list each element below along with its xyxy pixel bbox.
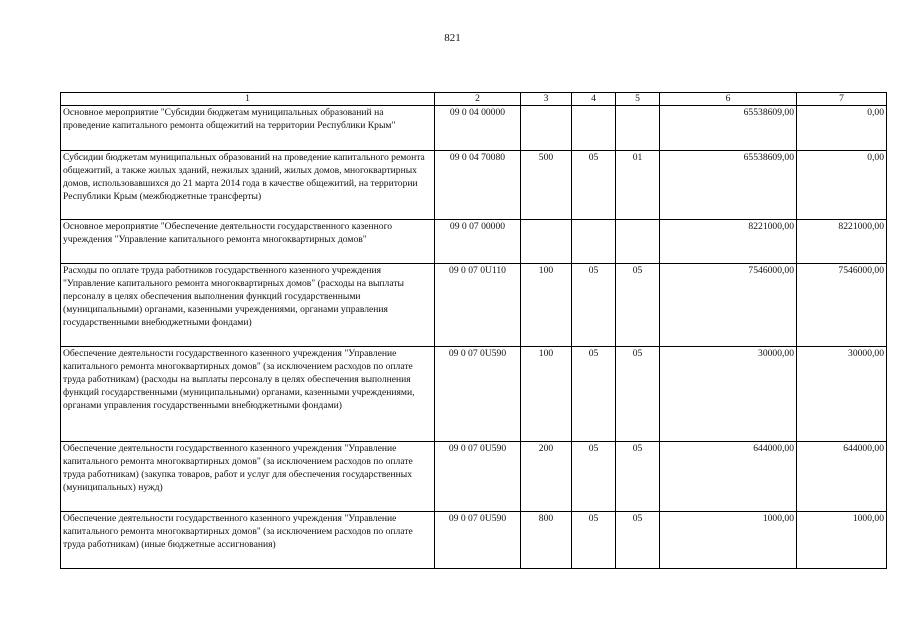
row-code: 09 0 04 70080: [435, 151, 521, 220]
header-cell: 7: [797, 93, 887, 106]
row-name: Основное мероприятие "Субсидии бюджетам муниципальных образований на проведение капитального ремонта общежитий на территории Республики Крым": [61, 106, 435, 151]
row-name: Расходы по оплате труда работников государственного казенного учреждения "Управление капитального ремонта многоквартирных домов" (расходы на выплаты персоналу в целях обеспечения выполнения функций государственными (муниципальными) органами, казенными учреждениями, органами управления государственными внебюджетными фондами): [61, 264, 435, 347]
row-col4: [572, 106, 616, 151]
row-code: 09 0 07 00000: [435, 220, 521, 264]
row-name: Субсидии бюджетам муниципальных образований на проведение капитального ремонта общежитий, а также жилых зданий, нежилых зданий, жилых домов, многоквартирных домов, использовавшихся до 21 марта 2014 года в качестве общежитий, на территории Республики Крым (межбюджетные трансферты): [61, 151, 435, 220]
row-col4: 05: [572, 264, 616, 347]
row-amount-1: 644000,00: [660, 442, 797, 512]
table-row: [61, 442, 887, 512]
row-name: Обеспечение деятельности государственного казенного учреждения "Управление капитального ремонта многоквартирных домов" (за исключением расходов по оплате труда работникам) (иные бюджетные ассигнования): [61, 512, 435, 569]
row-col4: 05: [572, 151, 616, 220]
header-cell: 3: [521, 93, 572, 106]
row-amount-1: 30000,00: [660, 347, 797, 442]
row-col3: 500: [521, 151, 572, 220]
row-code: 09 0 07 0U590: [435, 347, 521, 442]
row-amount-2: 0,00: [797, 151, 887, 220]
row-col5: 05: [616, 347, 660, 442]
header-cell: 6: [660, 93, 797, 106]
table-row: [61, 512, 887, 569]
table-row: [61, 220, 887, 264]
row-col5: 05: [616, 264, 660, 347]
row-col3: 100: [521, 264, 572, 347]
row-amount-2: 7546000,00: [797, 264, 887, 347]
row-amount-2: 0,00: [797, 106, 887, 151]
row-amount-1: 8221000,00: [660, 220, 797, 264]
row-col4: [572, 220, 616, 264]
row-col5: 01: [616, 151, 660, 220]
row-amount-2: 8221000,00: [797, 220, 887, 264]
row-col4: 05: [572, 512, 616, 569]
row-col5: [616, 220, 660, 264]
row-col3: [521, 106, 572, 151]
row-amount-1: 65538609,00: [660, 151, 797, 220]
row-col3: 100: [521, 347, 572, 442]
row-col5: [616, 106, 660, 151]
row-col5: 05: [616, 512, 660, 569]
header-cell: 4: [572, 93, 616, 106]
row-name: Основное мероприятие "Обеспечение деятельности государственного казенного учреждения "Управление капитального ремонта многоквартирных домов": [61, 220, 435, 264]
table-row: [61, 347, 887, 442]
header-cell: 2: [435, 93, 521, 106]
table-row: [61, 106, 887, 151]
row-col4: 05: [572, 442, 616, 512]
header-row: [61, 93, 887, 106]
table-row: [61, 264, 887, 347]
header-cell: 5: [616, 93, 660, 106]
row-code: 09 0 07 0U590: [435, 442, 521, 512]
budget-table: [60, 92, 887, 569]
row-col5: 05: [616, 442, 660, 512]
row-amount-2: 644000,00: [797, 442, 887, 512]
row-code: 09 0 04 00000: [435, 106, 521, 151]
row-amount-1: 65538609,00: [660, 106, 797, 151]
row-col3: 800: [521, 512, 572, 569]
page-number: 821: [444, 32, 461, 44]
row-amount-2: 30000,00: [797, 347, 887, 442]
row-amount-1: 1000,00: [660, 512, 797, 569]
row-col3: [521, 220, 572, 264]
row-code: 09 0 07 0U590: [435, 512, 521, 569]
header-cell: 1: [61, 93, 435, 106]
row-amount-2: 1000,00: [797, 512, 887, 569]
row-col3: 200: [521, 442, 572, 512]
row-name: Обеспечение деятельности государственного казенного учреждения "Управление капитального ремонта многоквартирных домов" (за исключением расходов по оплате труда работникам) (закупка товаров, работ и услуг для обеспечения государственных (муниципальных) нужд): [61, 442, 435, 512]
row-amount-1: 7546000,00: [660, 264, 797, 347]
table-row: [61, 151, 887, 220]
row-name: Обеспечение деятельности государственного казенного учреждения "Управление капитального ремонта многоквартирных домов" (за исключением расходов по оплате труда работникам) (расходы на выплаты персоналу в целях обеспечения выполнения функций государственными (муниципальными) органами, казенными учреждениями, органами управления государственными внебюджетными фондами): [61, 347, 435, 442]
row-code: 09 0 07 0U110: [435, 264, 521, 347]
row-col4: 05: [572, 347, 616, 442]
